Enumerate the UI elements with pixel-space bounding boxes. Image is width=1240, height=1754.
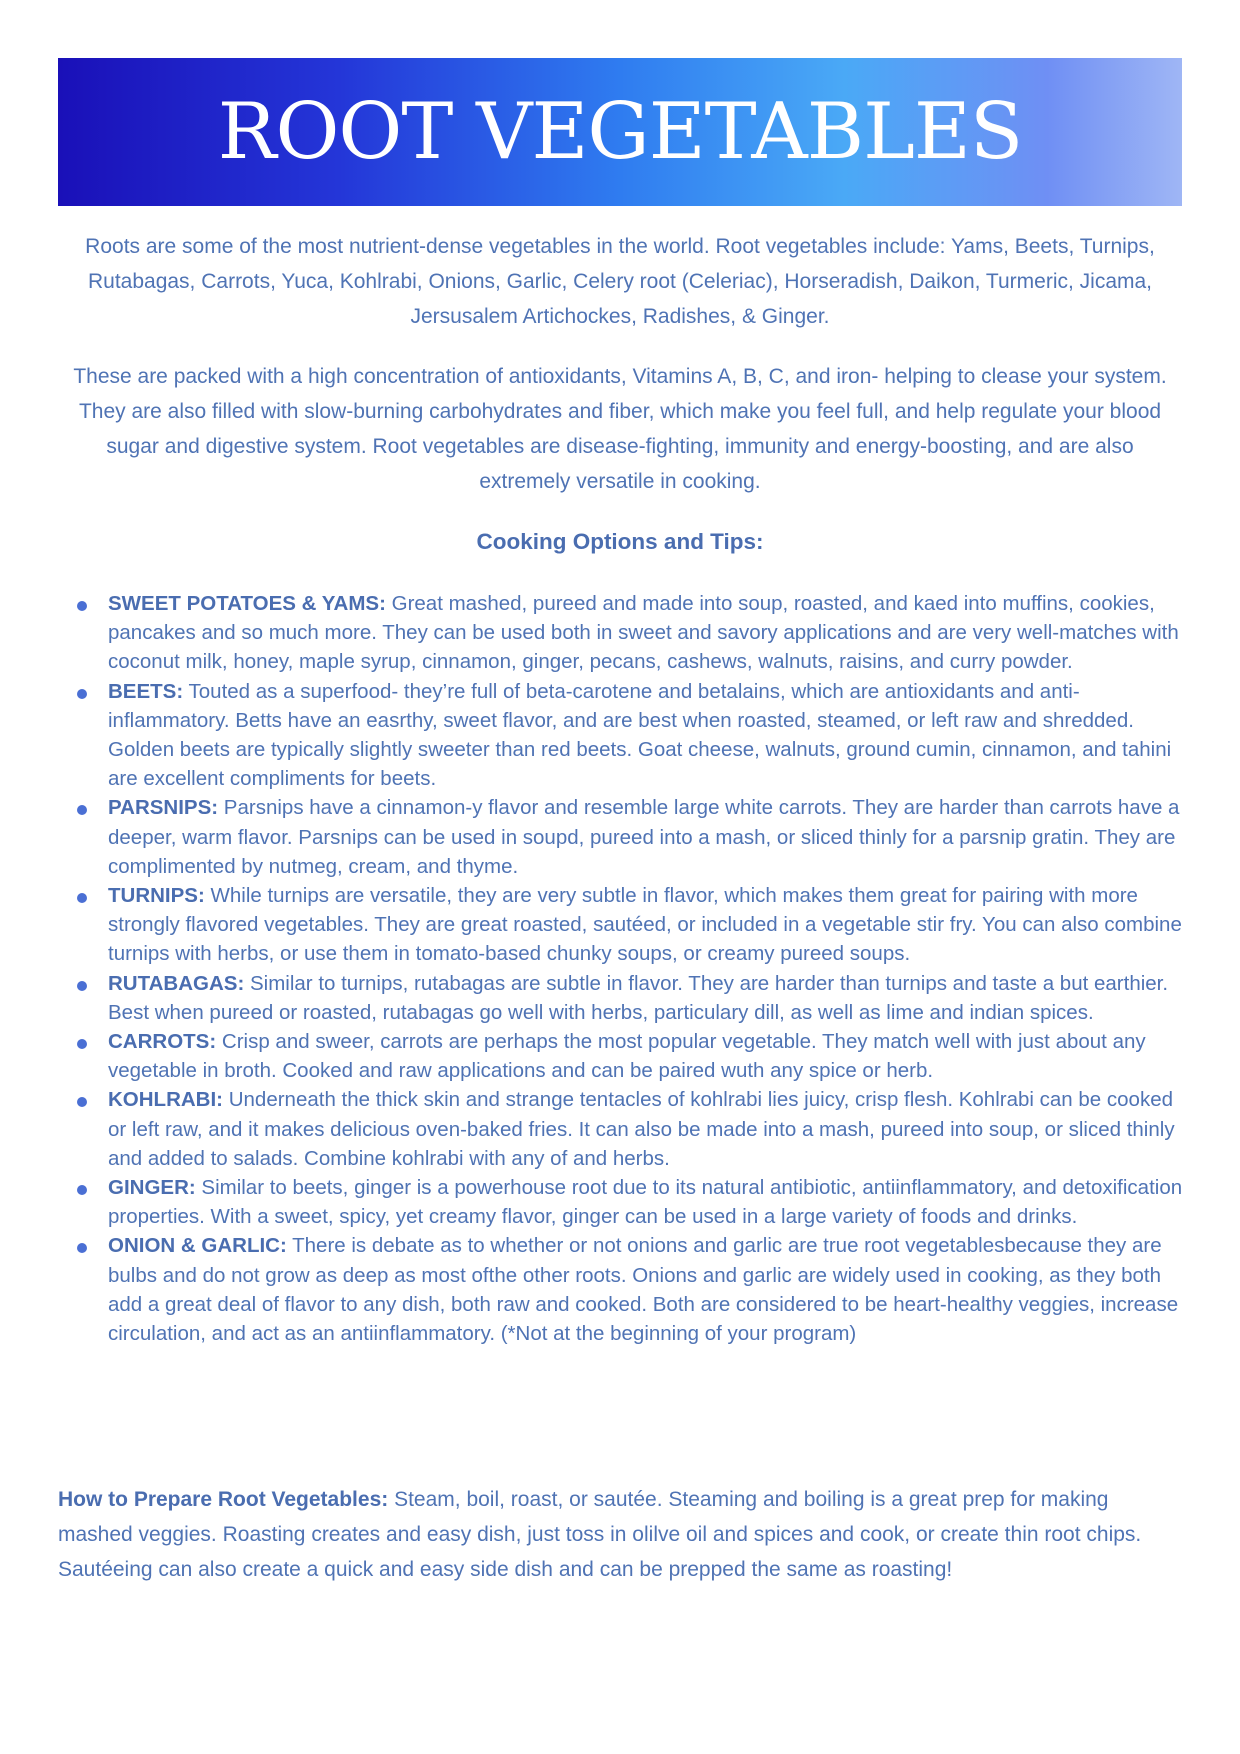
- bullet-icon: [77, 1097, 87, 1107]
- item-term: PARSNIPS:: [108, 796, 219, 820]
- item-term: GINGER:: [108, 1176, 196, 1200]
- bullet-icon: [77, 1243, 87, 1253]
- item-term: SWEET POTATOES & YAMS:: [108, 592, 386, 615]
- tips-list: [72, 589, 1184, 1348]
- list-item: [72, 1231, 1184, 1348]
- item-term: ONION & GARLIC:: [108, 1234, 287, 1258]
- bullet-icon: [77, 689, 87, 699]
- prepare-text: Steam, boil, roast, or sautée. Steaming and boiling is a great prep for making mashed veggies. Roasting creates and easy dish, just toss in olilve oil and spices and cook, or create thin root chips. Sautéeing can also create a quick and easy side dish and can be prepped the same as roasting!: [58, 1488, 1142, 1581]
- bullet-icon: [77, 601, 87, 611]
- list-item: [72, 1027, 1184, 1085]
- item-text: There is debate as to whether or not onions and garlic are true root vegetablesbecause they are bulbs and do not grow as deep as most ofthe other roots. Onions and garlic are widely used in cooking, as they both add a great deal of flavor to any dish, both raw and cooked. Both are considered to be heart-healthy veggies, increase circulation, and act as an antiinflammatory. (*Not at the beginning of your program): [108, 1234, 1179, 1346]
- item-text: Underneath the thick skin and strange tentacles of kohlrabi lies juicy, crisp flesh. Kohlrabi can be cooked or left raw, and it makes delicious oven-baked fries. It can also be made into a mash, pureed into soup, or sliced thinly and added to salads. Combine kohlrabi with any of and herbs.: [108, 1088, 1175, 1170]
- bullet-icon: [77, 1185, 87, 1195]
- page-title: ROOT VEGETABLES: [217, 87, 1023, 177]
- item-text: While turnips are versatile, they are very subtle in flavor, which makes them great for pairing with more strongly flavored vegetables. They are great roasted, sautéed, or included in a vegetable stir fry. You can also combine turnips with herbs, or use them in tomato-based chunky soups, or creamy pureed soups.: [108, 884, 1182, 966]
- item-term: CARROTS:: [108, 1030, 217, 1054]
- item-text: Touted as a superfood- they’re full of beta-carotene and betalains, which are antioxidants and anti-inflammatory. Betts have an easrthy, sweet flavor, and are best when roasted, steamed, or left raw and shredded. Golden beets are typically slightly sweeter than red beets. Goat cheese, walnuts, ground cumin, cinnamon, and tahini are excellent compliments for beets.: [108, 679, 1172, 791]
- bullet-icon: [77, 805, 87, 815]
- item-term: BEETS:: [108, 679, 184, 703]
- item-term: RUTABAGAS:: [108, 971, 245, 995]
- item-text: Crisp and sweer, carrots are perhaps the most popular vegetable. They match well with just about any vegetable in broth. Cooked and raw applications and can be paired wuth any spice or herb.: [108, 1030, 1146, 1083]
- list-item: [72, 1173, 1184, 1231]
- list-item: [72, 881, 1184, 969]
- item-text: Parsnips have a cinnamon-y flavor and resemble large white carrots. They are harder than carrots have a deeper, warm flavor. Parsnips can be used in soupd, pureed into a mash, or sliced thinly for a parsnip gratin. They are complimented by nutmeg, cream, and thyme.: [108, 796, 1180, 878]
- list-item: [72, 793, 1184, 881]
- intro-paragraph-1: Roots are some of the most nutrient-dense vegetables in the world. Root vegetables include: Yams, Beets, Turnips, Rutabagas, Carrots, Yuca, Kohlrabi, Onions, Garlic, Celery root (Celeriac), Horseradish, Daikon, Turmeric, Jicama, Jersusalem Artichockes, Radishes, & Ginger.: [85, 235, 1155, 328]
- prepare-paragraph: [58, 1482, 1188, 1587]
- item-term: TURNIPS:: [108, 884, 205, 908]
- bullet-icon: [77, 1039, 87, 1049]
- list-item: [72, 677, 1184, 794]
- bullet-icon: [77, 893, 87, 903]
- item-term: KOHLRABI:: [108, 1088, 224, 1112]
- title-banner: [58, 58, 1182, 206]
- item-text: Great mashed, pureed and made into soup, roasted, and kaed into muffins, cookies, pancakes and so much more. They can be used both in sweet and savory applications and are very well-matches with coconut milk, honey, maple syrup, cinnamon, ginger, pecans, cashews, walnuts, raisins, and curry powder.: [108, 592, 1179, 674]
- item-text: Similar to beets, ginger is a powerhouse root due to its natural antibiotic, antiinflammatory, and detoxification properties. With a sweet, spicy, yet creamy flavor, ginger can be used in a large variety of foods and drinks.: [108, 1176, 1183, 1229]
- prepare-term: How to Prepare Root Vegetables:: [58, 1488, 389, 1511]
- list-item: [72, 1085, 1184, 1173]
- intro-paragraph-2: These are packed with a high concentration of antioxidants, Vitamins A, B, C, and iron- helping to clease your system. They are also filled with slow-burning carbohydrates and fiber, which make you feel full, and help regulate your blood sugar and digestive system. Root vegetables are disease-fighting, immunity and energy-boosting, and are also extremely versatile in cooking.: [73, 365, 1167, 493]
- bullet-icon: [77, 981, 87, 991]
- item-text: Similar to turnips, rutabagas are subtle in flavor. They are harder than turnips and taste a but earthier. Best when pureed or roasted, rutabagas go well with herbs, particulary dill, as well as lime and indian spices.: [108, 971, 1169, 1024]
- list-item: [72, 589, 1184, 677]
- tips-heading: Cooking Options and Tips:: [476, 529, 764, 554]
- list-item: [72, 969, 1184, 1027]
